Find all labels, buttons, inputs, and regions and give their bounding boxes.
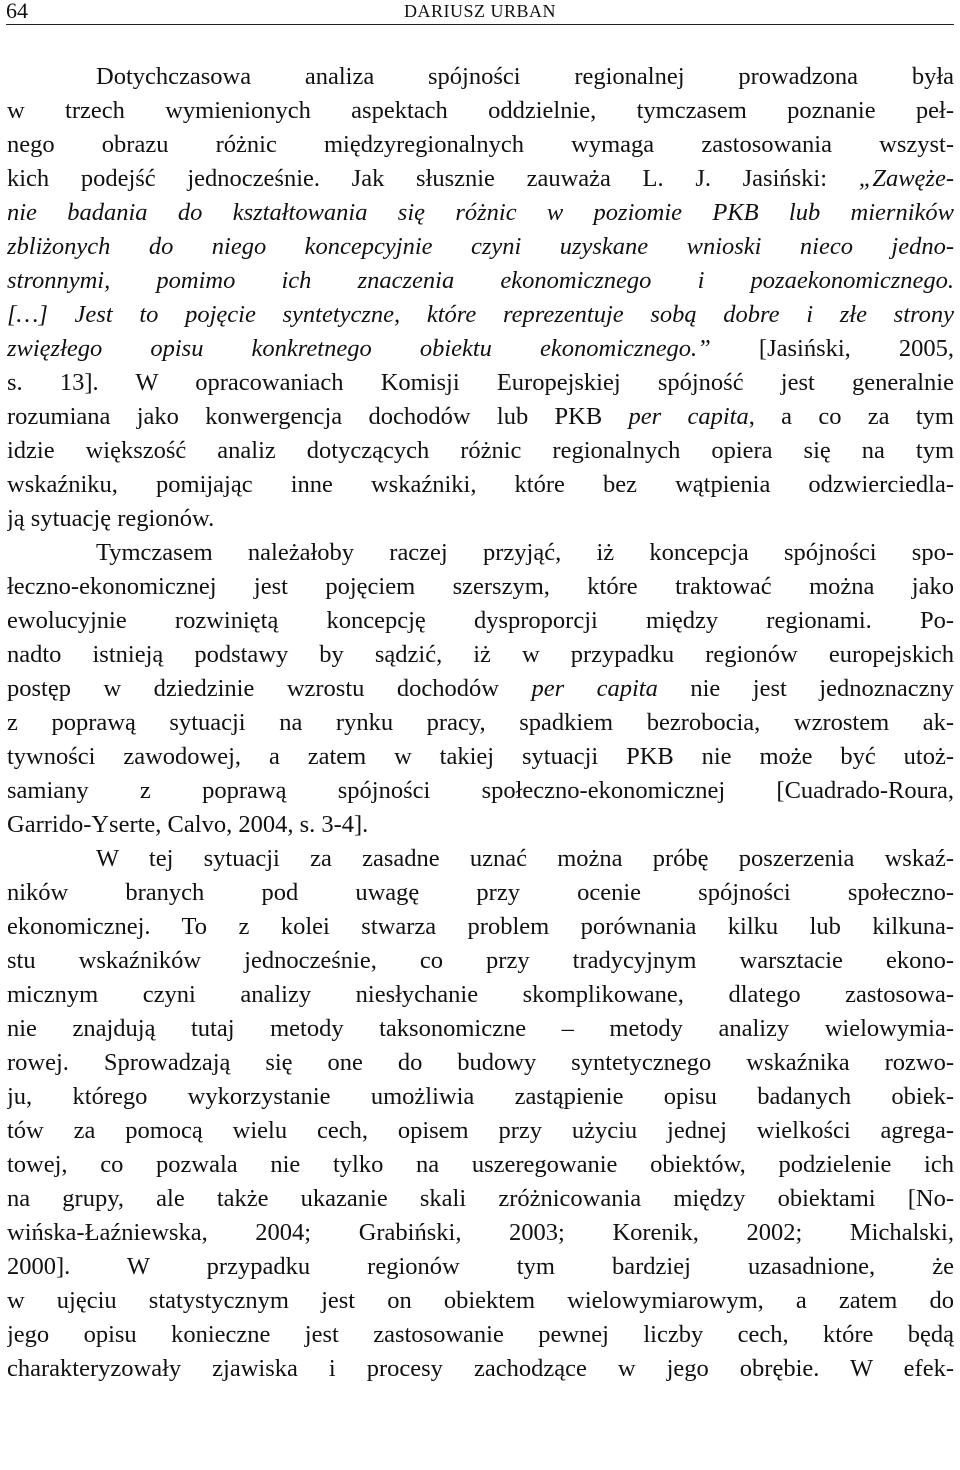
text-run: [Jasiński, 2005, [710, 335, 954, 362]
text-line [7, 876, 954, 910]
text-run: samiany z poprawą spójności społeczno-ekonomicznej [Cuadrado-Roura, [7, 777, 954, 804]
text-run: ekonomicznej. To z kolei stwarza problem porównania kilku lub kilkuna- [7, 913, 954, 940]
text-run: nie znajdują tutaj metody taksonomiczne – metody analizy wielowymia- [7, 1015, 954, 1042]
text-line [7, 366, 954, 400]
text-run: Tymczasem należałoby raczej przyjąć, iż koncepcja spójności spo- [96, 539, 954, 566]
text-run: per capita [531, 675, 658, 702]
text-run: wskaźniku, pomijając inne wskaźniki, które bez wątpienia odzwierciedla- [7, 471, 954, 498]
text-run: łeczno-ekonomicznej jest pojęciem szerszym, które traktować można jako [7, 573, 954, 600]
text-line [7, 434, 954, 468]
text-line [7, 94, 954, 128]
text-run: ników branych pod uwagę przy ocenie spójności społeczno- [7, 879, 954, 906]
text-line [7, 332, 954, 366]
text-run: wińska-Łaźniewska, 2004; Grabiński, 2003; Korenik, 2002; Michalski, [7, 1219, 954, 1246]
text-line [7, 1352, 954, 1386]
text-run: […] Jest to pojęcie syntetyczne, które reprezentuje sobą dobre i złe strony [7, 301, 954, 328]
text-line [7, 1318, 954, 1352]
text-line [7, 230, 954, 264]
text-line [7, 502, 954, 536]
text-run: charakteryzowały zjawiska i procesy zachodzące w jego obrębie. W efek- [7, 1355, 954, 1382]
text-line [7, 1012, 954, 1046]
text-line [7, 1148, 954, 1182]
running-head: DARIUSZ URBAN [403, 1, 556, 21]
text-line [7, 978, 954, 1012]
text-run: tów za pomocą wielu cech, opisem przy użyciu jednej wielkości agrega- [7, 1117, 954, 1144]
text-line [7, 604, 954, 638]
text-run: , a co za tym [748, 403, 954, 430]
page-header [6, 0, 954, 25]
text-run: tywności zawodowej, a zatem w takiej sytuacji PKB nie może być utoż- [7, 743, 954, 770]
text-line [7, 1216, 954, 1250]
text-line [7, 468, 954, 502]
text-line [7, 128, 954, 162]
text-line [7, 910, 954, 944]
text-run: ją sytuację regionów. [7, 505, 215, 532]
text-line [7, 808, 954, 842]
text-run: rozumiana jako konwergencja dochodów lub PKB [7, 403, 629, 430]
text-line [7, 706, 954, 740]
text-line [7, 536, 954, 570]
page-number: 64 [6, 0, 28, 23]
text-run: z poprawą sytuacji na rynku pracy, spadkiem bezrobocia, wzrostem ak- [7, 709, 954, 736]
text-line [7, 842, 954, 876]
text-run: nadto istnieją podstawy by sądzić, iż w przypadku regionów europejskich [7, 641, 954, 668]
text-run: nie jest jednoznaczny [657, 675, 954, 702]
text-line [7, 774, 954, 808]
text-line [7, 1284, 954, 1318]
text-run: nego obrazu różnic międzyregionalnych wymaga zastosowania wszyst- [7, 131, 954, 158]
text-run: W tej sytuacji za zasadne uznać można próbę poszerzenia wskaź- [96, 845, 954, 872]
text-run: stu wskaźników jednocześnie, co przy tradycyjnym warsztacie ekono- [7, 947, 954, 974]
text-line [7, 400, 954, 434]
text-line [7, 672, 954, 706]
text-run: postęp w dziedzinie wzrostu dochodów [7, 675, 532, 702]
text-line [7, 740, 954, 774]
text-run: micznym czyni analizy niesłychanie skomplikowane, dlatego zastosowa- [7, 981, 954, 1008]
text-line [7, 1182, 954, 1216]
text-run: na grupy, ale także ukazanie skali zróżnicowania między obiektami [No- [7, 1185, 954, 1212]
text-line [7, 298, 954, 332]
text-run: Dotychczasowa analiza spójności regionalnej prowadzona była [96, 63, 954, 90]
text-run: w ujęciu statystycznym jest on obiektem wielowymiarowym, a zatem do [7, 1287, 954, 1314]
text-run: rowej. Sprowadzają się one do budowy syntetycznego wskaźnika rozwo- [7, 1049, 954, 1076]
text-line [7, 638, 954, 672]
text-line [7, 264, 954, 298]
text-run: jego opisu konieczne jest zastosowanie pewnej liczby cech, które będą [7, 1321, 954, 1348]
text-line [7, 1250, 954, 1284]
text-run: ju, którego wykorzystanie umożliwia zastąpienie opisu badanych obiek- [7, 1083, 954, 1110]
text-run: zbliżonych do niego koncepcyjnie czyni uzyskane wnioski nieco jedno- [7, 233, 954, 260]
text-line [7, 1046, 954, 1080]
text-run: stronnymi, pomimo ich znaczenia ekonomicznego i pozaekonomicznego. [7, 267, 954, 294]
text-run: idzie większość analiz dotyczących różnic regionalnych opiera się na tym [7, 437, 954, 464]
text-run: kich podejść jednocześnie. Jak słusznie zauważa L. J. Jasiński: [7, 165, 859, 192]
text-line [7, 162, 954, 196]
text-line [7, 570, 954, 604]
text-run: „Zawęże- [858, 165, 954, 192]
text-run: ewolucyjnie rozwiniętą koncepcję dysproporcji między regionami. Po- [7, 607, 954, 634]
text-run: s. 13]. W opracowaniach Komisji Europejskiej spójność jest generalnie [7, 369, 954, 396]
text-line [7, 196, 954, 230]
text-run: w trzech wymienionych aspektach oddzielnie, tymczasem poznanie peł- [7, 97, 954, 124]
text-run: towej, co pozwala nie tylko na uszeregowanie obiektów, podzielenie ich [7, 1151, 954, 1178]
text-run: nie badania do kształtowania się różnic w poziomie PKB lub mierników [7, 199, 954, 226]
text-line [7, 1114, 954, 1148]
text-line [7, 944, 954, 978]
text-line [7, 1080, 954, 1114]
text-run: 2000]. W przypadku regionów tym bardziej uzasadnione, że [7, 1253, 954, 1280]
text-run: Garrido-Yserte, Calvo, 2004, s. 3-4]. [7, 811, 369, 838]
text-run: zwięzłego opisu konkretnego obiektu ekonomicznego.” [7, 335, 711, 362]
body-text [7, 60, 954, 1386]
text-run: per capita [628, 403, 749, 430]
text-line [7, 60, 954, 94]
